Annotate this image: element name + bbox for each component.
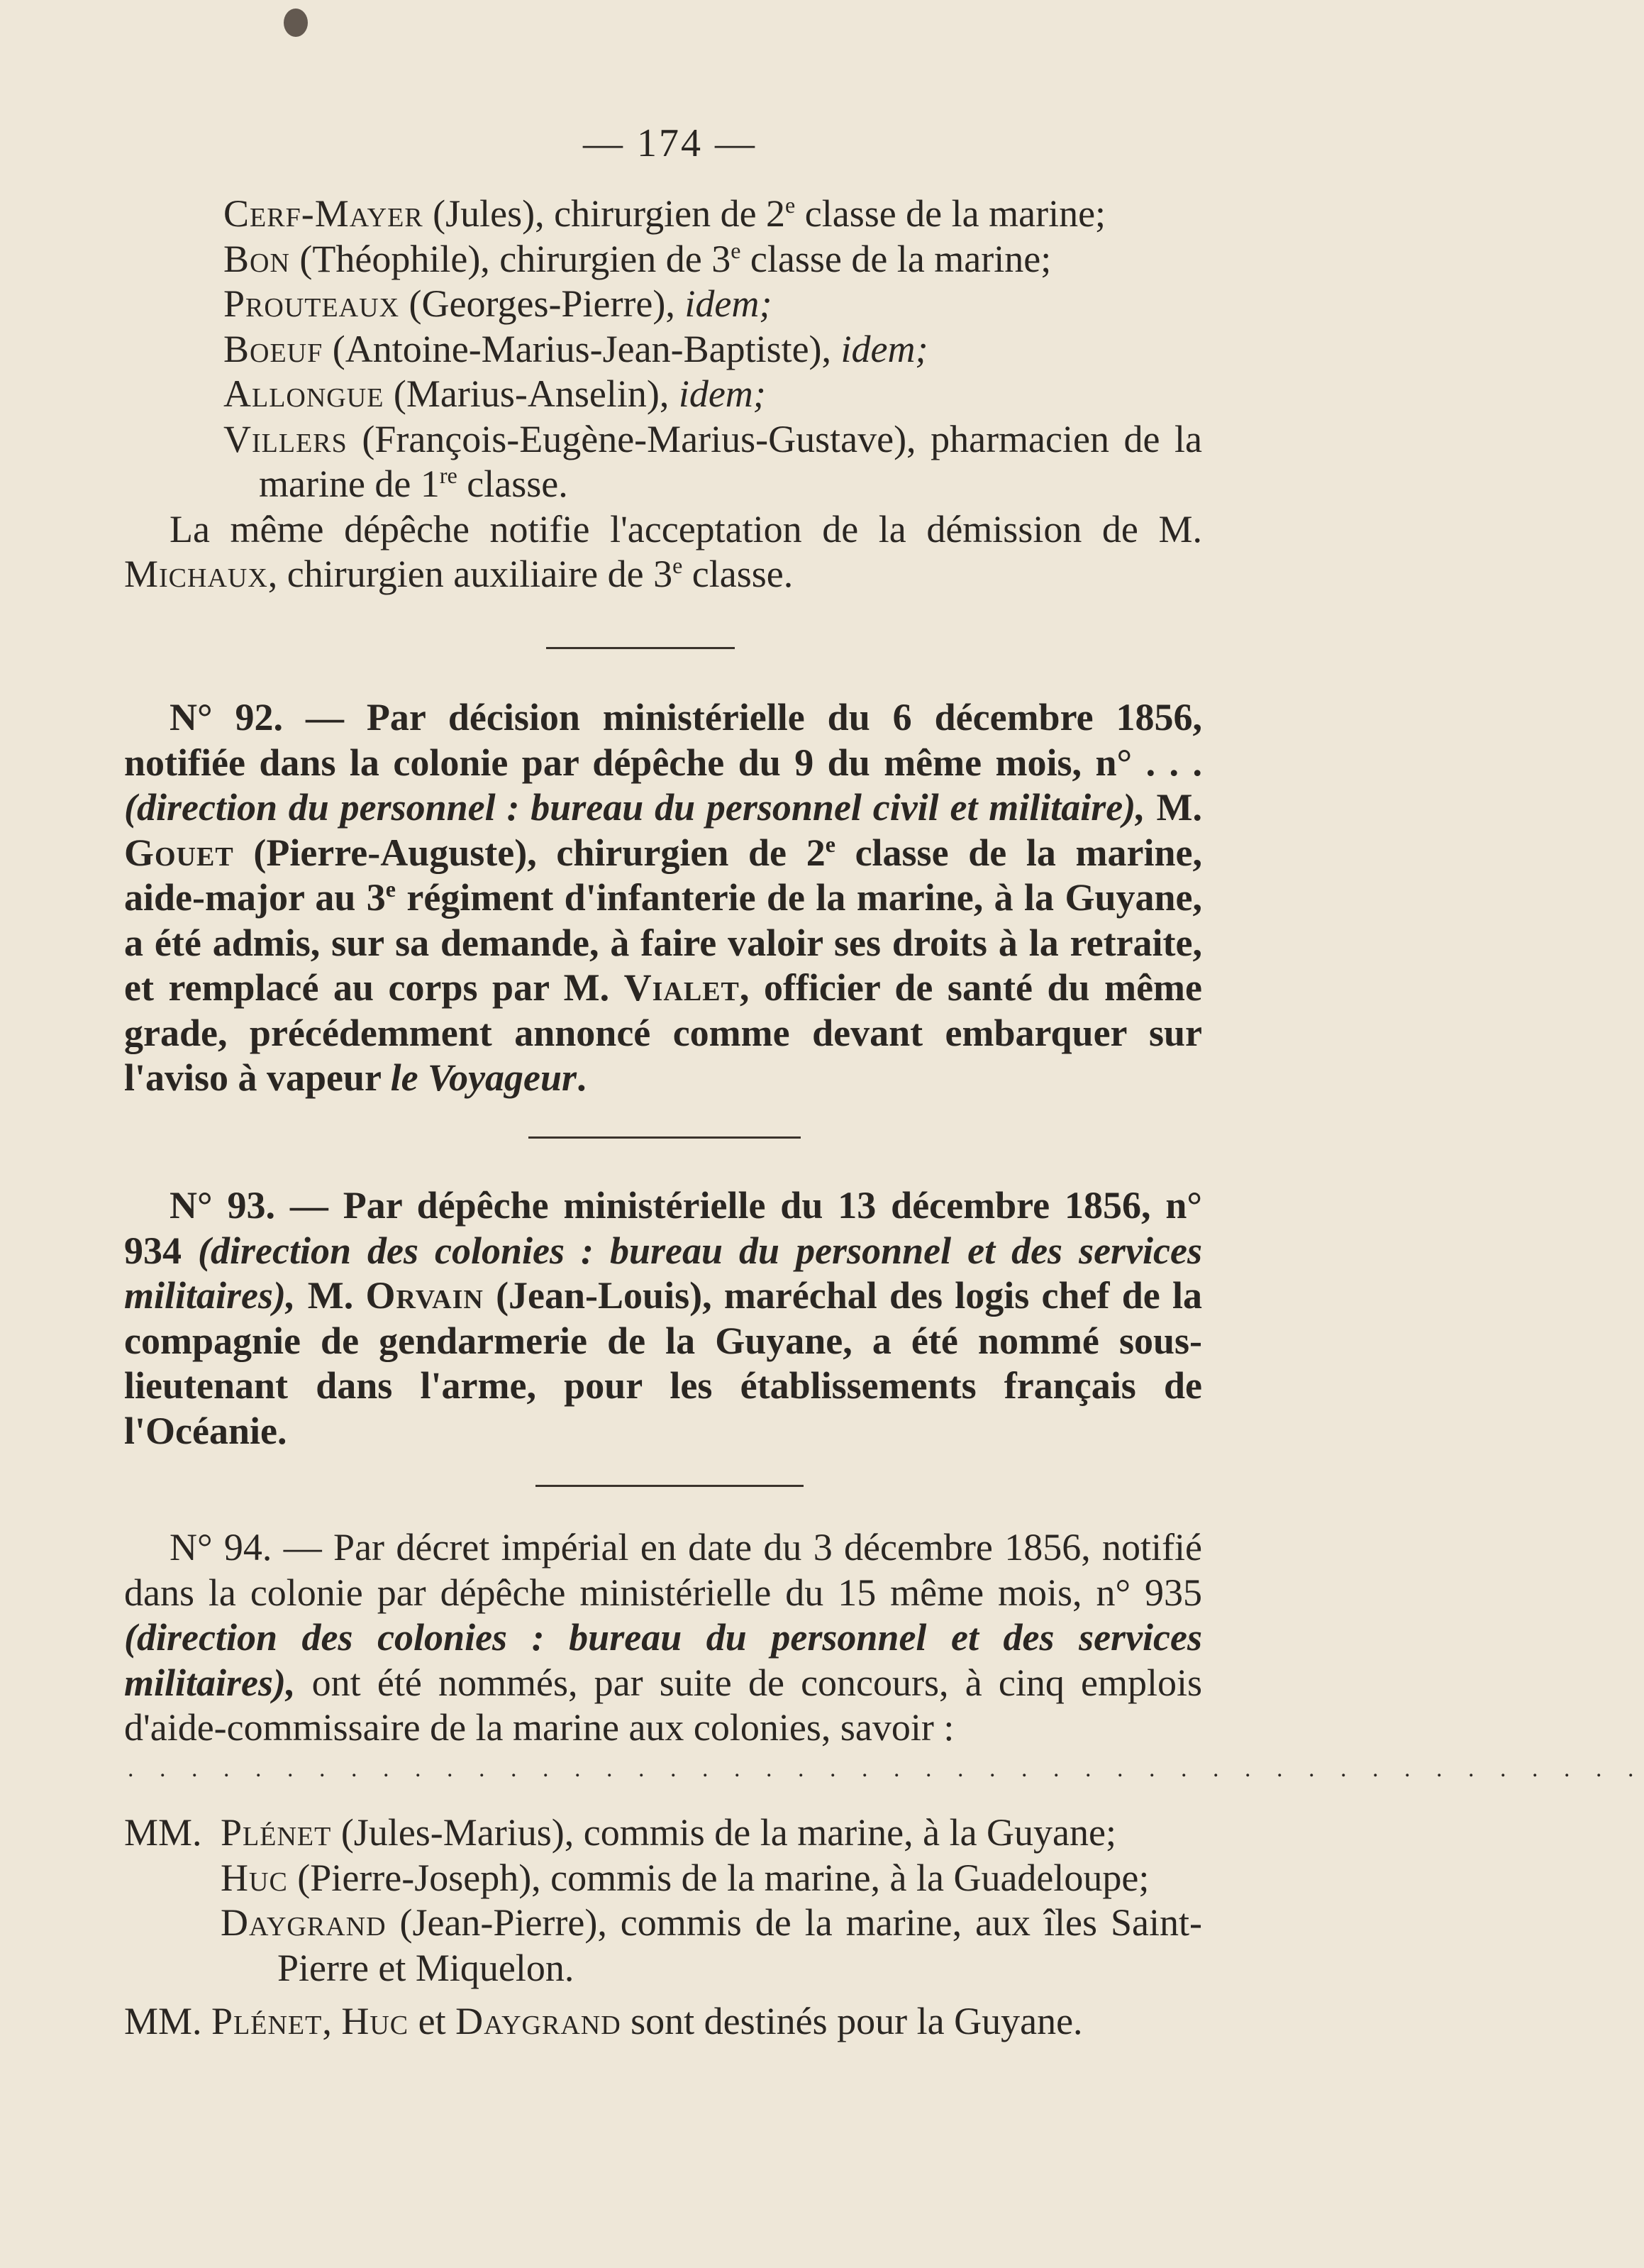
list-item: Bon (Théophile), chirurgien de 3e classe de la marine;: [223, 237, 1052, 280]
list-item: Cerf-Mayer (Jules), chirurgien de 2e classe de la marine;: [223, 192, 1106, 235]
section-divider: [528, 1136, 801, 1139]
paragraph-final: MM. Plénet, Huc et Daygrand sont destinés pour la Guyane.: [124, 2000, 1083, 2042]
list-item: Allongue (Marius-Anselin), idem;: [223, 372, 766, 415]
section-92: [124, 695, 1202, 1101]
list-item: Villers (François-Eugène-Marius-Gustave), pharmacien de la marine de 1re classe.: [223, 417, 1202, 505]
section-divider: [546, 647, 735, 649]
paragraph-demission: La même dépêche notifie l'acceptation de la démission de M. Michaux, chirurgien auxiliaire de 3e classe.: [124, 507, 1202, 595]
section-94: [124, 1525, 1202, 1751]
list-item: Daygrand (Jean-Pierre), commis de la marine, aux îles Saint-Pierre et Miquelon.: [221, 1901, 1202, 1989]
paragraph-93: N° 93. — Par dépêche ministérielle du 13 décembre 1856, n° 934 (direction des colonies : bureau du personnel et des services militaires), M. Orvain (Jean-Louis), maréchal des logis chef de la compagnie de gendarmerie de la Guyane, a été nommé sous-lieutenant dans l'arme, pour les établissements français de l'Océanie.: [124, 1184, 1202, 1452]
list-item: Huc (Pierre-Joseph), commis de la marine, à la Guadeloupe;: [221, 1856, 1150, 1899]
paragraph-94: N° 94. — Par décret impérial en date du 3 décembre 1856, notifié dans la colonie par dépêche ministérielle du 15 même mois, n° 935 (direction des colonies : bureau du personnel et des services militaires), ont été nommés, par suite de concours, à cinq emplois d'aide-commissaire de la marine aux colonies, savoir :: [124, 1526, 1202, 1749]
list-item: Prouteaux (Georges-Pierre), idem;: [223, 282, 772, 325]
list-item: MM.Plénet (Jules-Marius), commis de la marine, à la Guyane;: [124, 1811, 1116, 1854]
officer-list: [124, 192, 1202, 597]
ink-blot: [284, 9, 308, 37]
commis-list: [124, 1810, 1202, 2045]
page-number: — 174 —: [583, 121, 757, 165]
section-divider: [535, 1485, 804, 1487]
section-93: [124, 1183, 1202, 1454]
ellipsis-row: . . . . . . . . . . . . . . . . . . . . . . . . . . . . . . . . . . . . . . . . . . . . . . . .: [128, 1756, 1644, 1782]
paragraph-92: N° 92. — Par décision ministérielle du 6 décembre 1856, notifiée dans la colonie par dépêche du 9 du même mois, n° . . . (direction du personnel : bureau du personnel civil et militaire), M. Gouet (Pierre-Auguste), chirurgien de 2e classe de la marine, aide-major au 3e régiment d'infanterie de la marine, à la Guyane, a été admis, sur sa demande, à faire valoir ses droits à la retraite, et remplacé au corps par M. Vialet, officier de santé du même grade, précédemment annoncé comme devant embarquer sur l'aviso à vapeur le Voyageur.: [124, 696, 1203, 1099]
list-item: Boeuf (Antoine-Marius-Jean-Baptiste), idem;: [223, 327, 928, 370]
